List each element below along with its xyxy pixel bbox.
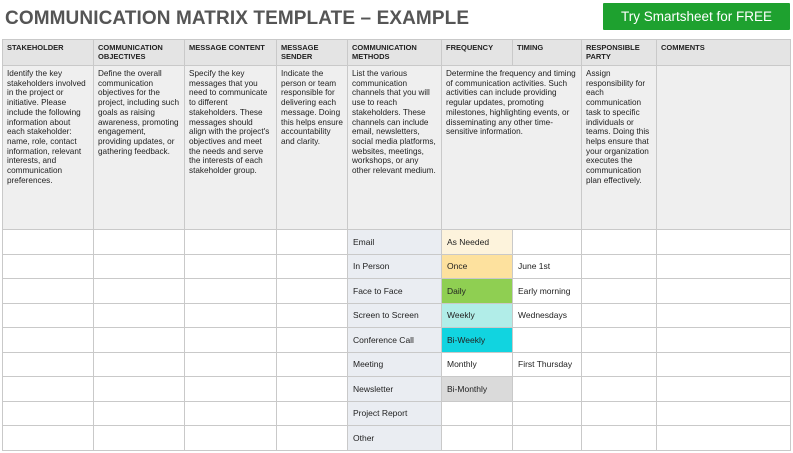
cell-responsible[interactable]: [582, 401, 657, 426]
cell-method[interactable]: In Person: [348, 254, 442, 279]
table-row: [3, 303, 791, 328]
header-stakeholder: STAKEHOLDER: [3, 40, 94, 66]
cell-responsible[interactable]: [582, 254, 657, 279]
header-row: [3, 40, 791, 66]
cell-sender[interactable]: [277, 254, 348, 279]
desc-message-content[interactable]: Specify the key messages that you need to communicate to different stakeholders. These messages should align with the project's objectives and meet the needs and serve the interests of each stakeholder group.: [185, 66, 277, 230]
table-row: [3, 254, 791, 279]
cell-content[interactable]: [185, 328, 277, 353]
header-responsible-party: RESPONSIBLE PARTY: [582, 40, 657, 66]
cell-comments[interactable]: [657, 328, 791, 353]
cell-comments[interactable]: [657, 426, 791, 451]
cell-frequency[interactable]: Daily: [442, 279, 513, 304]
desc-communication-objectives[interactable]: Define the overall communication objectives for the project, including such goals as raising awareness, promoting engagement, providing updates, or gathering feedback.: [94, 66, 185, 230]
table-row: [3, 401, 791, 426]
table-row: [3, 328, 791, 353]
cell-timing[interactable]: [513, 426, 582, 451]
cell-stakeholder[interactable]: [3, 303, 94, 328]
cell-method[interactable]: Conference Call: [348, 328, 442, 353]
desc-message-sender[interactable]: Indicate the person or team responsible for delivering each message. Doing this helps ensure accountability and clarity.: [277, 66, 348, 230]
cell-method[interactable]: Newsletter: [348, 377, 442, 402]
cell-timing[interactable]: First Thursday: [513, 352, 582, 377]
cell-objectives[interactable]: [94, 254, 185, 279]
desc-responsible-party[interactable]: Assign responsibility for each communication task to specific individuals or teams. Doing this helps ensure that your organization executes the communication plan effectively.: [582, 66, 657, 230]
cell-comments[interactable]: [657, 401, 791, 426]
cell-comments[interactable]: [657, 230, 791, 255]
cell-responsible[interactable]: [582, 377, 657, 402]
cell-sender[interactable]: [277, 426, 348, 451]
cell-content[interactable]: [185, 352, 277, 377]
cell-stakeholder[interactable]: [3, 401, 94, 426]
description-row: [3, 66, 791, 230]
cell-comments[interactable]: [657, 254, 791, 279]
cell-method[interactable]: Other: [348, 426, 442, 451]
cell-stakeholder[interactable]: [3, 328, 94, 353]
cell-responsible[interactable]: [582, 303, 657, 328]
cell-comments[interactable]: [657, 279, 791, 304]
cell-frequency[interactable]: Weekly: [442, 303, 513, 328]
cell-responsible[interactable]: [582, 230, 657, 255]
cell-responsible[interactable]: [582, 328, 657, 353]
table-row: [3, 352, 791, 377]
cell-stakeholder[interactable]: [3, 279, 94, 304]
header-comments: COMMENTS: [657, 40, 791, 66]
cell-method[interactable]: Meeting: [348, 352, 442, 377]
cell-timing[interactable]: [513, 377, 582, 402]
cell-method[interactable]: Email: [348, 230, 442, 255]
header-communication-methods: COMMUNICATION METHODS: [348, 40, 442, 66]
cell-timing[interactable]: [513, 230, 582, 255]
cell-method[interactable]: Face to Face: [348, 279, 442, 304]
cell-method[interactable]: Screen to Screen: [348, 303, 442, 328]
header-message-content: MESSAGE CONTENT: [185, 40, 277, 66]
cell-frequency[interactable]: Monthly: [442, 352, 513, 377]
desc-stakeholder[interactable]: Identify the key stakeholders involved in the project or initiative. Please include the following information about each stakeholder: name, role, contact information, relevant interests, and communication preferences.: [3, 66, 94, 230]
table-row: [3, 426, 791, 451]
cell-sender[interactable]: [277, 303, 348, 328]
cell-responsible[interactable]: [582, 279, 657, 304]
cell-sender[interactable]: [277, 401, 348, 426]
cell-objectives[interactable]: [94, 328, 185, 353]
communication-matrix-table: [2, 39, 791, 451]
desc-comments[interactable]: [657, 66, 791, 230]
cell-content[interactable]: [185, 426, 277, 451]
cell-sender[interactable]: [277, 279, 348, 304]
cell-content[interactable]: [185, 279, 277, 304]
cell-objectives[interactable]: [94, 401, 185, 426]
cell-stakeholder[interactable]: [3, 377, 94, 402]
cell-objectives[interactable]: [94, 303, 185, 328]
header-communication-objectives: COMMUNICATION OBJECTIVES: [94, 40, 185, 66]
table-row: [3, 230, 791, 255]
try-smartsheet-button[interactable]: Try Smartsheet for FREE: [603, 3, 790, 30]
cell-content[interactable]: [185, 230, 277, 255]
cell-responsible[interactable]: [582, 352, 657, 377]
cell-objectives[interactable]: [94, 279, 185, 304]
cell-timing[interactable]: Early morning: [513, 279, 582, 304]
cell-stakeholder[interactable]: [3, 254, 94, 279]
cell-frequency[interactable]: [442, 426, 513, 451]
cell-timing[interactable]: [513, 328, 582, 353]
cell-frequency[interactable]: Bi-Monthly: [442, 377, 513, 402]
cell-sender[interactable]: [277, 377, 348, 402]
cell-frequency[interactable]: [442, 401, 513, 426]
cell-objectives[interactable]: [94, 426, 185, 451]
header-message-sender: MESSAGE SENDER: [277, 40, 348, 66]
header-frequency: FREQUENCY: [442, 40, 513, 66]
cell-objectives[interactable]: [94, 352, 185, 377]
desc-frequency-timing[interactable]: Determine the frequency and timing of communication activities. Such activities can include providing regular updates, promoting milestones, highlighting events, or disseminating any other time-sensitive information.: [442, 66, 582, 230]
cell-frequency[interactable]: Once: [442, 254, 513, 279]
cell-content[interactable]: [185, 254, 277, 279]
cell-content[interactable]: [185, 303, 277, 328]
cell-objectives[interactable]: [94, 230, 185, 255]
cell-stakeholder[interactable]: [3, 426, 94, 451]
cell-frequency[interactable]: As Needed: [442, 230, 513, 255]
table-row: [3, 279, 791, 304]
cell-stakeholder[interactable]: [3, 230, 94, 255]
cell-comments[interactable]: [657, 377, 791, 402]
page-title: COMMUNICATION MATRIX TEMPLATE – EXAMPLE: [5, 8, 470, 29]
cell-timing[interactable]: June 1st: [513, 254, 582, 279]
desc-communication-methods[interactable]: List the various communication channels that you will use to reach stakeholders. These channels can include email, newsletters, social media platforms, websites, meetings, workshops, or any other relevant medium.: [348, 66, 442, 230]
cell-stakeholder[interactable]: [3, 352, 94, 377]
header-timing: TIMING: [513, 40, 582, 66]
cell-frequency[interactable]: Bi-Weekly: [442, 328, 513, 353]
cell-comments[interactable]: [657, 303, 791, 328]
cell-method[interactable]: Project Report: [348, 401, 442, 426]
cell-sender[interactable]: [277, 352, 348, 377]
cell-content[interactable]: [185, 377, 277, 402]
cell-timing[interactable]: Wednesdays: [513, 303, 582, 328]
cell-sender[interactable]: [277, 328, 348, 353]
cell-timing[interactable]: [513, 401, 582, 426]
table-row: [3, 377, 791, 402]
cell-sender[interactable]: [277, 230, 348, 255]
cell-content[interactable]: [185, 401, 277, 426]
cell-comments[interactable]: [657, 352, 791, 377]
cell-objectives[interactable]: [94, 377, 185, 402]
cell-responsible[interactable]: [582, 426, 657, 451]
